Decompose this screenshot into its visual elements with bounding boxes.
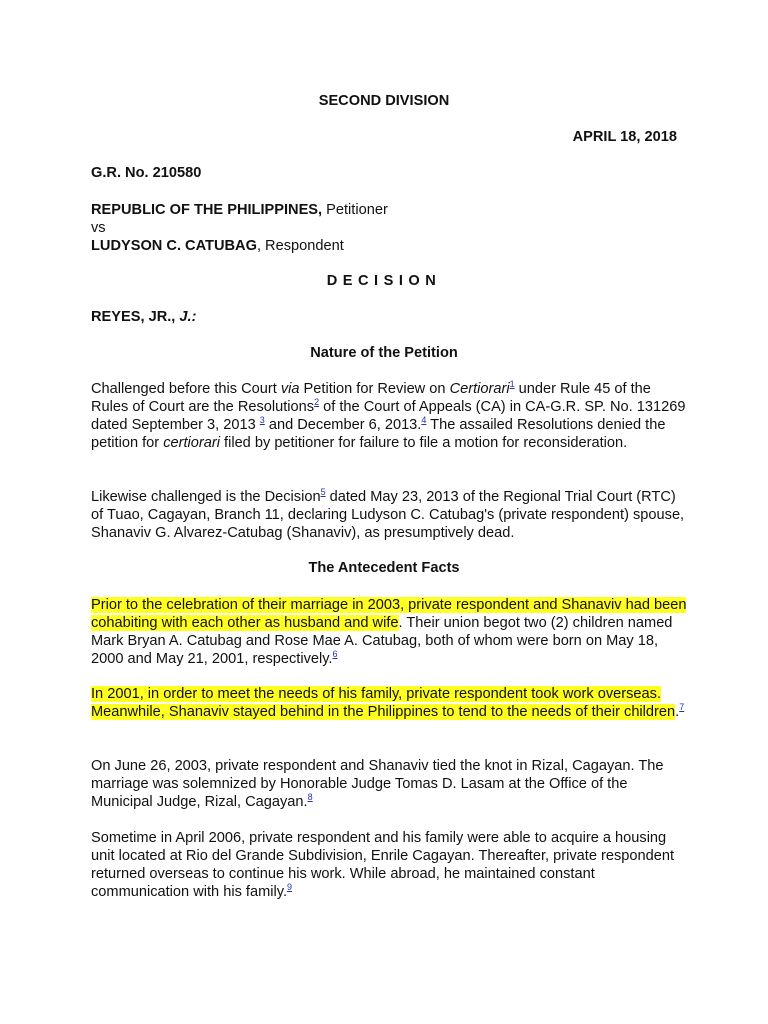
footnote-link-5[interactable]: 5 — [320, 487, 326, 498]
section-heading-nature: Nature of the Petition — [310, 345, 458, 361]
footnote-link-4[interactable]: 4 — [421, 415, 427, 426]
text: and December 6, 2013. — [264, 417, 422, 433]
text: . Their union begot two (2) children named Mark Bryan A. Catubag and Rose Mae A. Catubag, both of whom were born on May 18, 2000 and May 21, 2001, respectively. — [91, 615, 673, 667]
petitioner-line — [91, 201, 687, 219]
text: under Rule 45 of the Rules of Court are the Resolutions — [91, 381, 651, 415]
paragraph-6 — [91, 829, 687, 901]
footnote-link-9[interactable]: 9 — [287, 882, 293, 893]
text-italic: certiorari — [163, 435, 220, 451]
ponente-line — [91, 309, 687, 325]
document-type-heading: DECISION — [326, 273, 442, 289]
respondent-name: LUDYSON C. CATUBAG — [91, 238, 257, 254]
text: of the Court of Appeals (CA) in CA-G.R. SP. No. 131269 dated September 3, 2013 — [91, 399, 686, 433]
ponente-suffix: J.: — [179, 309, 197, 325]
ponente-name: REYES, JR., — [91, 309, 176, 325]
footnote-link-8[interactable]: 8 — [307, 792, 313, 803]
text: Challenged before this Court — [91, 381, 281, 397]
text: dated May 23, 2013 of the Regional Trial Court (RTC) of Tuao, Cagayan, Branch 11, declaring Ludyson C. Catubag's (private respondent) spouse, Shanaviv G. Alvarez-Catubag (Shanaviv), as presumptively dead. — [91, 489, 685, 541]
section-heading-facts: The Antecedent Facts — [308, 560, 460, 576]
versus-line: vs — [91, 220, 106, 236]
text: The assailed Resolutions denied the petition for — [91, 417, 666, 451]
text: Petition for Review on — [299, 381, 450, 397]
text: Likewise challenged is the Decision — [91, 489, 321, 505]
highlighted-text: Prior to the celebration of their marriage in 2003, private respondent and Shanaviv had been cohabiting with each other as husband and wife — [91, 597, 687, 631]
text: On June 26, 2003, private respondent and Shanaviv tied the knot in Rizal, Cagayan. The marriage was solemnized by Honorable Judge Tomas D. Lasam at the Office of the Municipal Judge, Rizal, Cagayan. — [91, 758, 664, 810]
paragraph-1 — [91, 380, 687, 452]
paragraph-3 — [91, 596, 687, 668]
text: filed by petitioner for failure to file a motion for reconsideration. — [219, 435, 628, 451]
decision-date: APRIL 18, 2018 — [572, 129, 677, 145]
text-italic: via — [280, 381, 300, 397]
petitioner-role: Petitioner — [322, 202, 388, 218]
text-italic: Certiorari — [449, 381, 510, 397]
case-number: G.R. No. 210580 — [91, 165, 202, 181]
footnote-link-7[interactable]: 7 — [679, 702, 685, 713]
footnote-link-3[interactable]: 3 — [259, 415, 265, 426]
highlighted-text: In 2001, in order to meet the needs of his family, private respondent took work overseas. Meanwhile, Shanaviv stayed behind in the Philippines to tend to the needs of their children — [91, 686, 676, 720]
case-parties — [91, 201, 687, 255]
footnote-link-2[interactable]: 2 — [314, 397, 320, 408]
respondent-role: , Respondent — [256, 238, 344, 254]
text: . — [675, 704, 680, 720]
paragraph-2 — [91, 488, 687, 542]
division-heading: SECOND DIVISION — [318, 93, 450, 109]
paragraph-5 — [91, 757, 687, 811]
respondent-line — [91, 237, 687, 255]
text: Sometime in April 2006, private respondent and his family were able to acquire a housing unit located at Rio del Grande Subdivision, Enrile Cagayan. Thereafter, private respondent returned overseas to continue his work. While abroad, he maintained constant communication with his family. — [91, 830, 675, 900]
petitioner-name: REPUBLIC OF THE PHILIPPINES, — [91, 202, 323, 218]
footnote-link-6[interactable]: 6 — [332, 649, 338, 660]
paragraph-4 — [91, 685, 687, 721]
footnote-link-1[interactable]: 1 — [509, 379, 515, 390]
